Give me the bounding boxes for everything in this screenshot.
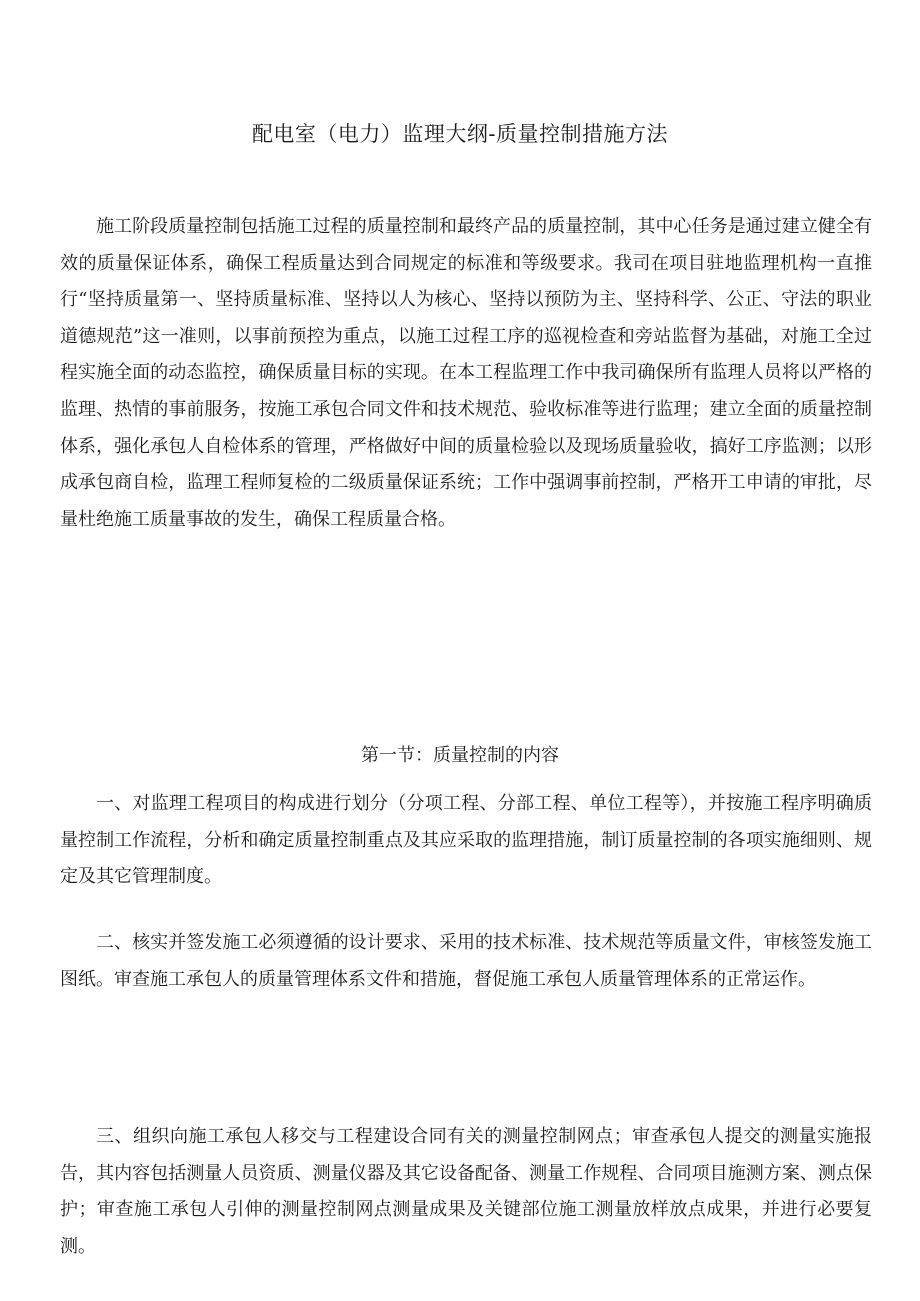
item-paragraph-2: 二、核实并签发施工必须遵循的设计要求、采用的技术标准、技术规范等质量文件，审核签发施工图纸。审查施工承包人的质量管理体系文件和措施，督促施工承包人质量管理体系的正常运作。 [60, 932, 872, 990]
document-title: 配电室（电力）监理大纲-质量控制措施方法 [251, 122, 669, 146]
item-paragraph-1: 一、对监理工程项目的构成进行划分（分项工程、分部工程、单位工程等），并按施工程序明确质量控制工作流程，分析和确定质量控制重点及其应采取的监理措施，制订质量控制的各项实施细则、规定及其它管理制度。 [60, 793, 872, 888]
intro-paragraph: 施工阶段质量控制包括施工过程的质量控制和最终产品的质量控制，其中心任务是通过建立健全有效的质量保证体系，确保工程质量达到合同规定的标准和等级要求。我司在项目驻地监理机构一直推行“坚持质量第一、坚持质量标准、坚持以人为核心、坚持以预防为主、坚持科学、公正、守法的职业道德规范”这一准则，以事前预控为重点，以施工过程工序的巡视检查和旁站监督为基础，对施工全过程实施全面的动态监控，确保质量目标的实现。在本工程监理工作中我司确保所有监理人员将以严格的监理、热情的事前服务，按施工承包合同文件和技术规范、验收标准等进行监理；建立全面的质量控制体系，强化承包人自检体系的管理，严格做好中间的质量检验以及现场质量验收，搞好工序监测；以形成承包商自检，监理工程师复检的二级质量保证系统；工作中强调事前控制，严格开工申请的审批，尽量杜绝施工质量事故的发生，确保工程质量合格。 [60, 216, 872, 530]
section-heading: 第一节：质量控制的内容 [361, 745, 559, 766]
item-paragraph-3: 三、组织向施工承包人移交与工程建设合同有关的测量控制网点；审查承包人提交的测量实施报告，其内容包括测量人员资质、测量仪器及其它设备配备、测量工作规程、合同项目施测方案、测点保护；审查施工承包人引伸的测量控制网点测量成果及关键部位施工测量放样放点成果，并进行必要复测。 [60, 1126, 872, 1257]
